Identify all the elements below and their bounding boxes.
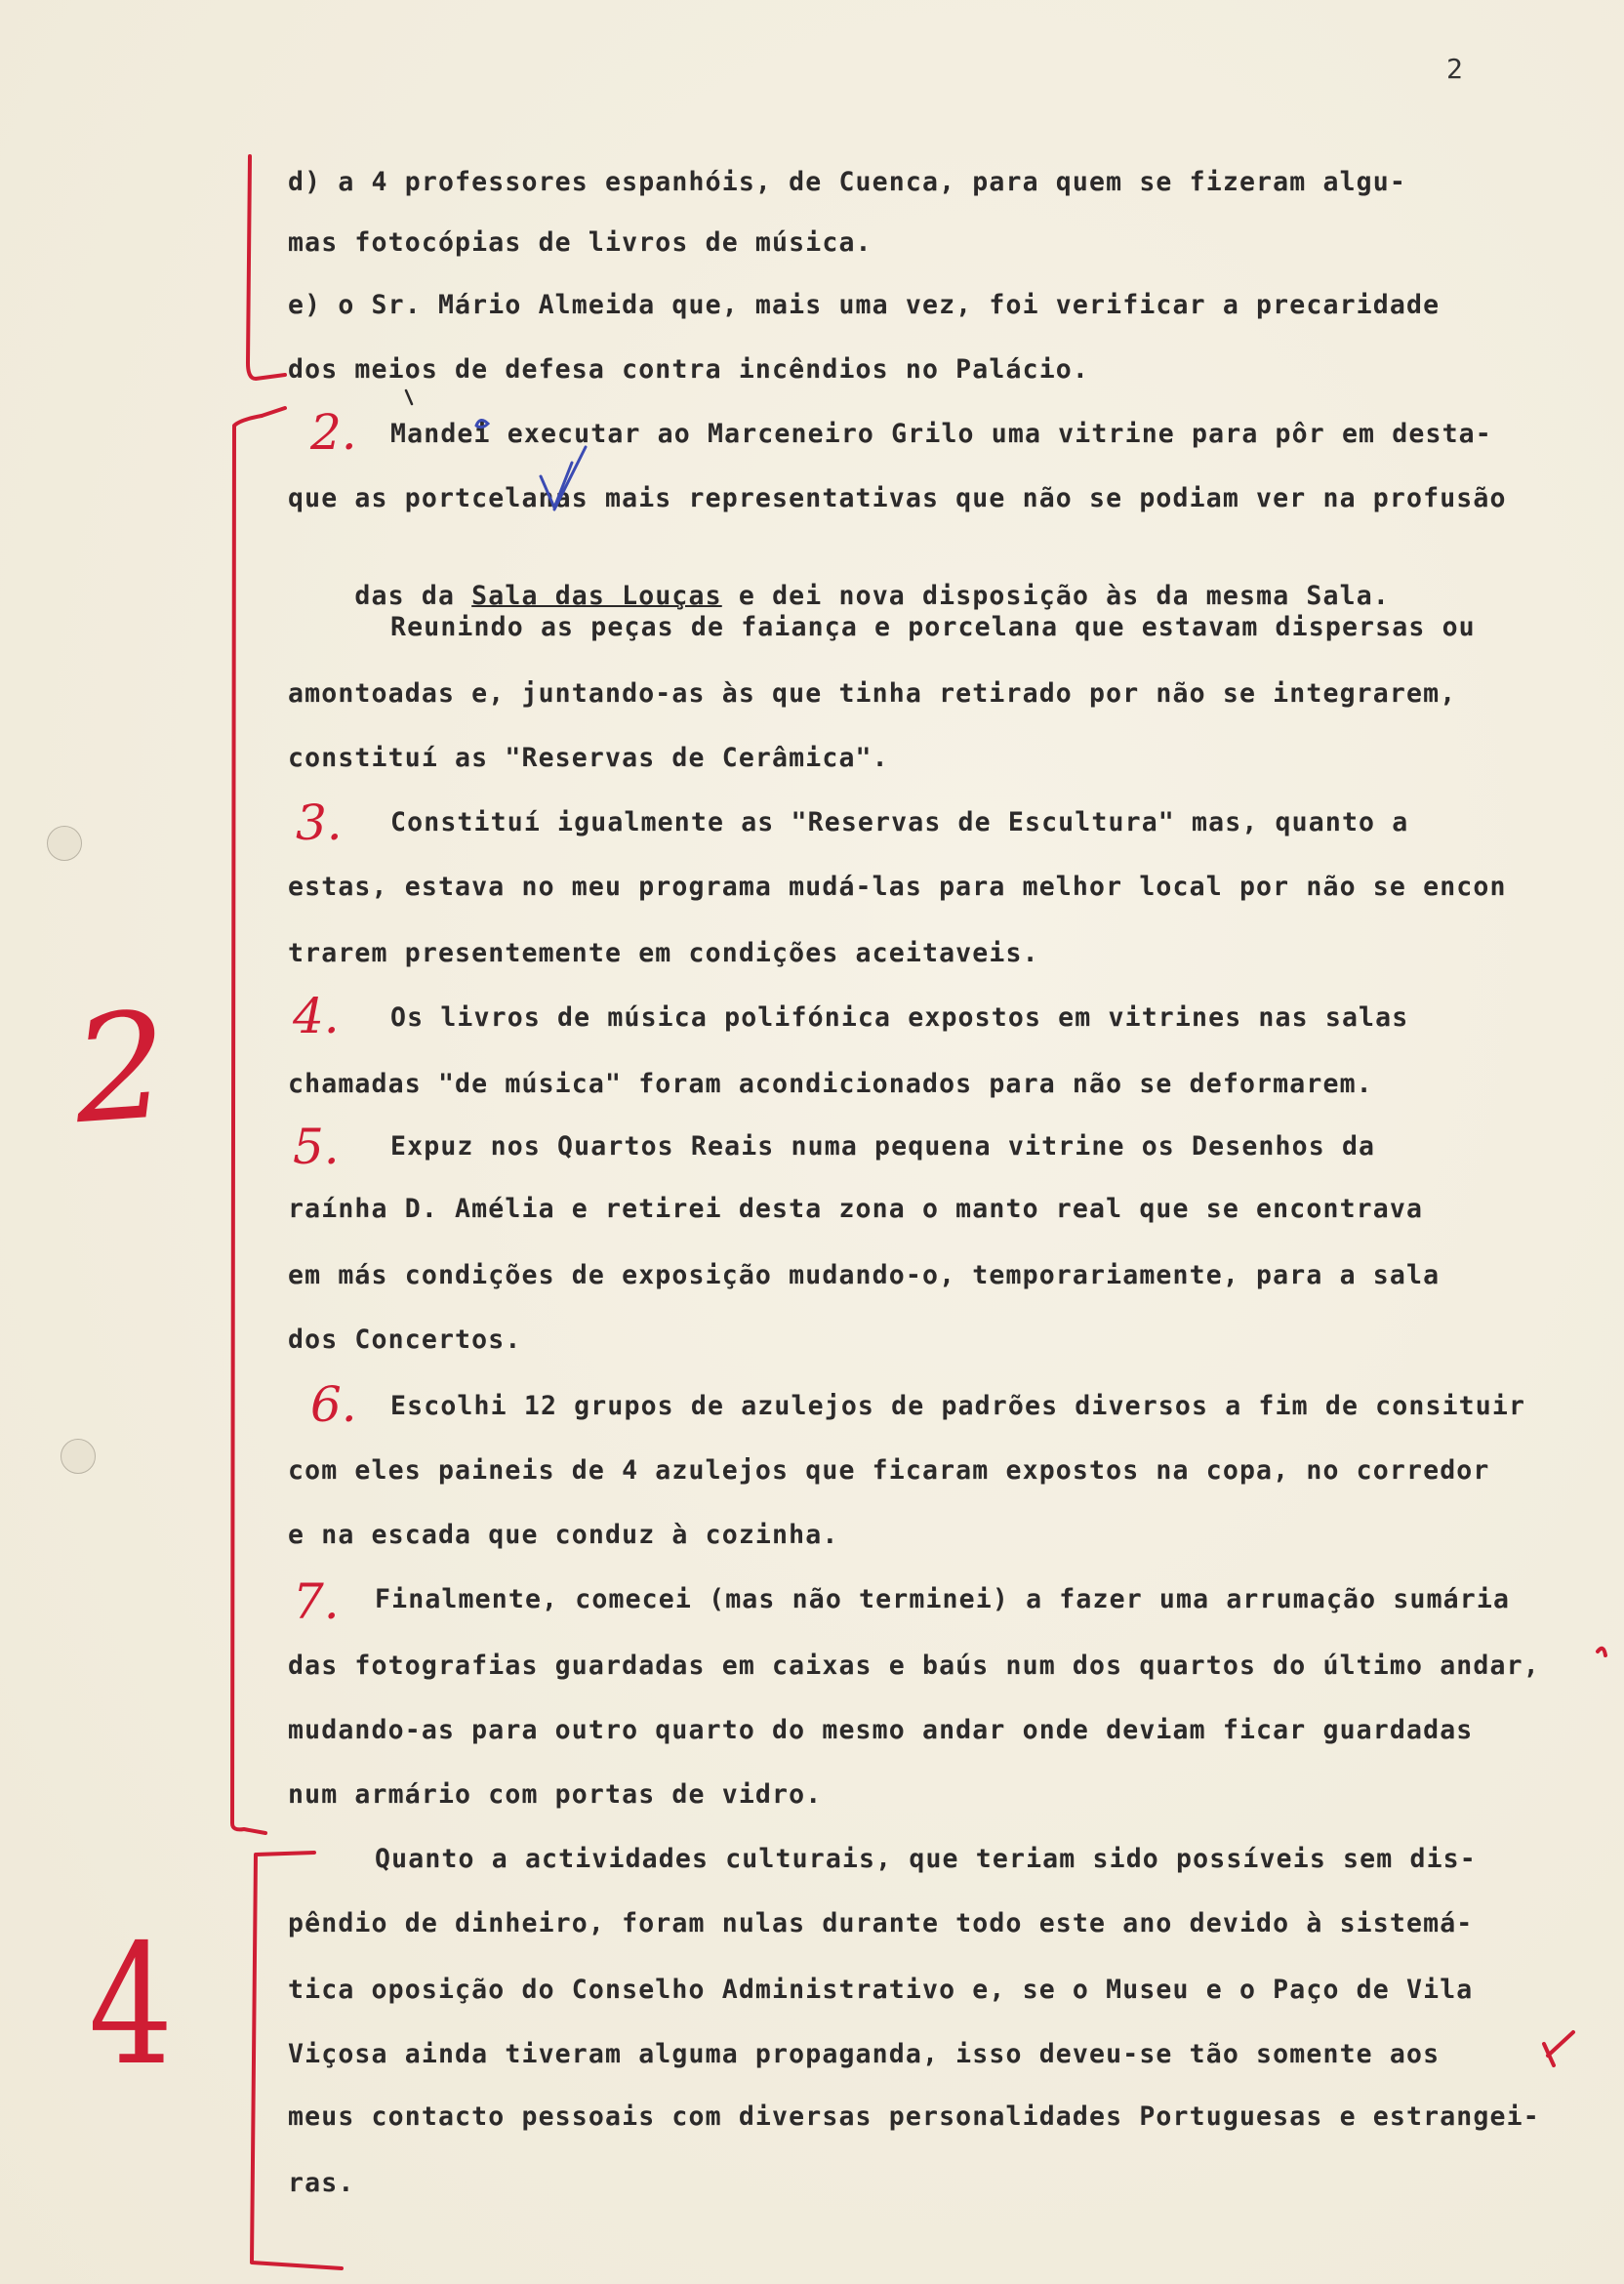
text-line: Os livros de música polifónica expostos em vitrines nas salas: [390, 1002, 1409, 1033]
item-number-5: 5.: [293, 1119, 340, 1175]
text-line: Expuz nos Quartos Reais numa pequena vitrine os Desenhos da: [390, 1131, 1376, 1162]
text-line: Constituí igualmente as "Reservas de Escultura" mas, quanto a: [390, 807, 1409, 837]
text-line: d) a 4 professores espanhóis, de Cuenca, para quem se fizeram algu-: [288, 167, 1406, 197]
text-line: dos meios de defesa contra incêndios no Palácio.: [288, 354, 1090, 385]
correction-mark: [1598, 1649, 1605, 1655]
text-line: dos Concertos.: [288, 1325, 522, 1355]
text-line: chamadas "de música" foram acondicionados para não se deformarem.: [288, 1069, 1373, 1099]
margin-number-2: 2: [68, 980, 174, 1158]
text-line: ras.: [288, 2168, 355, 2198]
text-line: e na escada que conduz à cozinha.: [288, 1520, 839, 1550]
item-number-7: 7.: [293, 1573, 340, 1630]
underlined-room-name: Sala das Louças: [471, 581, 722, 611]
section-bracket: [232, 416, 265, 1833]
text-line: mas fotocópias de livros de música.: [288, 227, 873, 258]
text-line: com eles paineis de 4 azulejos que ficaram expostos na copa, no corredor: [288, 1455, 1490, 1486]
text-line: Mandei executar ao Marceneiro Grilo uma vitrine para pôr em desta-: [390, 419, 1492, 449]
text-line: Escolhi 12 grupos de azulejos de padrões diversos a fim de consituir: [390, 1391, 1526, 1421]
text-line: Quanto a actividades culturais, que teriam sido possíveis sem dis-: [375, 1844, 1477, 1874]
punch-hole: [61, 1439, 96, 1474]
item-number-3: 3.: [296, 795, 343, 851]
punch-hole: [47, 826, 82, 861]
text-fragment: e dei nova disposição às da mesma Sala.: [738, 581, 1390, 611]
text-line: em más condições de exposição mudando-o, temporariamente, para a sala: [288, 1260, 1441, 1290]
section-bracket: [262, 408, 285, 416]
correction-mark: [406, 390, 412, 404]
text-line: Viçosa ainda tiveram alguma propaganda, isso deveu-se tão somente aos: [288, 2039, 1441, 2069]
item-number-4: 4.: [293, 988, 340, 1044]
text-line: estas, estava no meu programa mudá-las para melhor local por não se encon: [288, 872, 1507, 902]
section-bracket: [248, 156, 285, 379]
text-line: das fotografias guardadas em caixas e baús num dos quartos do último andar,: [288, 1651, 1540, 1681]
text-line: e) o Sr. Mário Almeida que, mais uma vez, foi verificar a precaridade: [288, 290, 1441, 320]
margin-number-4: 4: [88, 1909, 174, 2102]
item-number-2: 2.: [310, 404, 357, 461]
text-line: meus contacto pessoais com diversas personalidades Portuguesas e estrangei-: [288, 2101, 1540, 2132]
text-line: Finalmente, comecei (mas não terminei) a fazer uma arrumação sumária: [375, 1584, 1511, 1614]
text-line: trarem presentemente em condições aceitaveis.: [288, 938, 1039, 968]
text-fragment: das da: [354, 581, 456, 611]
text-line: amontoadas e, juntando-as às que tinha retirado por não se integrarem,: [288, 678, 1457, 709]
text-line: tica oposição do Conselho Administrativo e, se o Museu e o Paço de Vila: [288, 1975, 1474, 2005]
text-line: mudando-as para outro quarto do mesmo andar onde deviam ficar guardadas: [288, 1715, 1474, 1745]
item-number-6: 6.: [310, 1376, 357, 1433]
text-line: constituí as "Reservas de Cerâmica".: [288, 743, 889, 773]
text-line: pêndio de dinheiro, foram nulas durante todo este ano devido à sistemá-: [288, 1908, 1474, 1938]
text-line: que as portcelanas mais representativas que não se podiam ver na profusão: [288, 483, 1507, 513]
text-line: num armário com portas de vidro.: [288, 1779, 823, 1810]
page-number: 2: [1446, 53, 1463, 85]
text-line: Reunindo as peças de faiança e porcelana que estavam dispersas ou: [390, 612, 1476, 642]
text-line: raínha D. Amélia e retirei desta zona o manto real que se encontrava: [288, 1194, 1424, 1224]
